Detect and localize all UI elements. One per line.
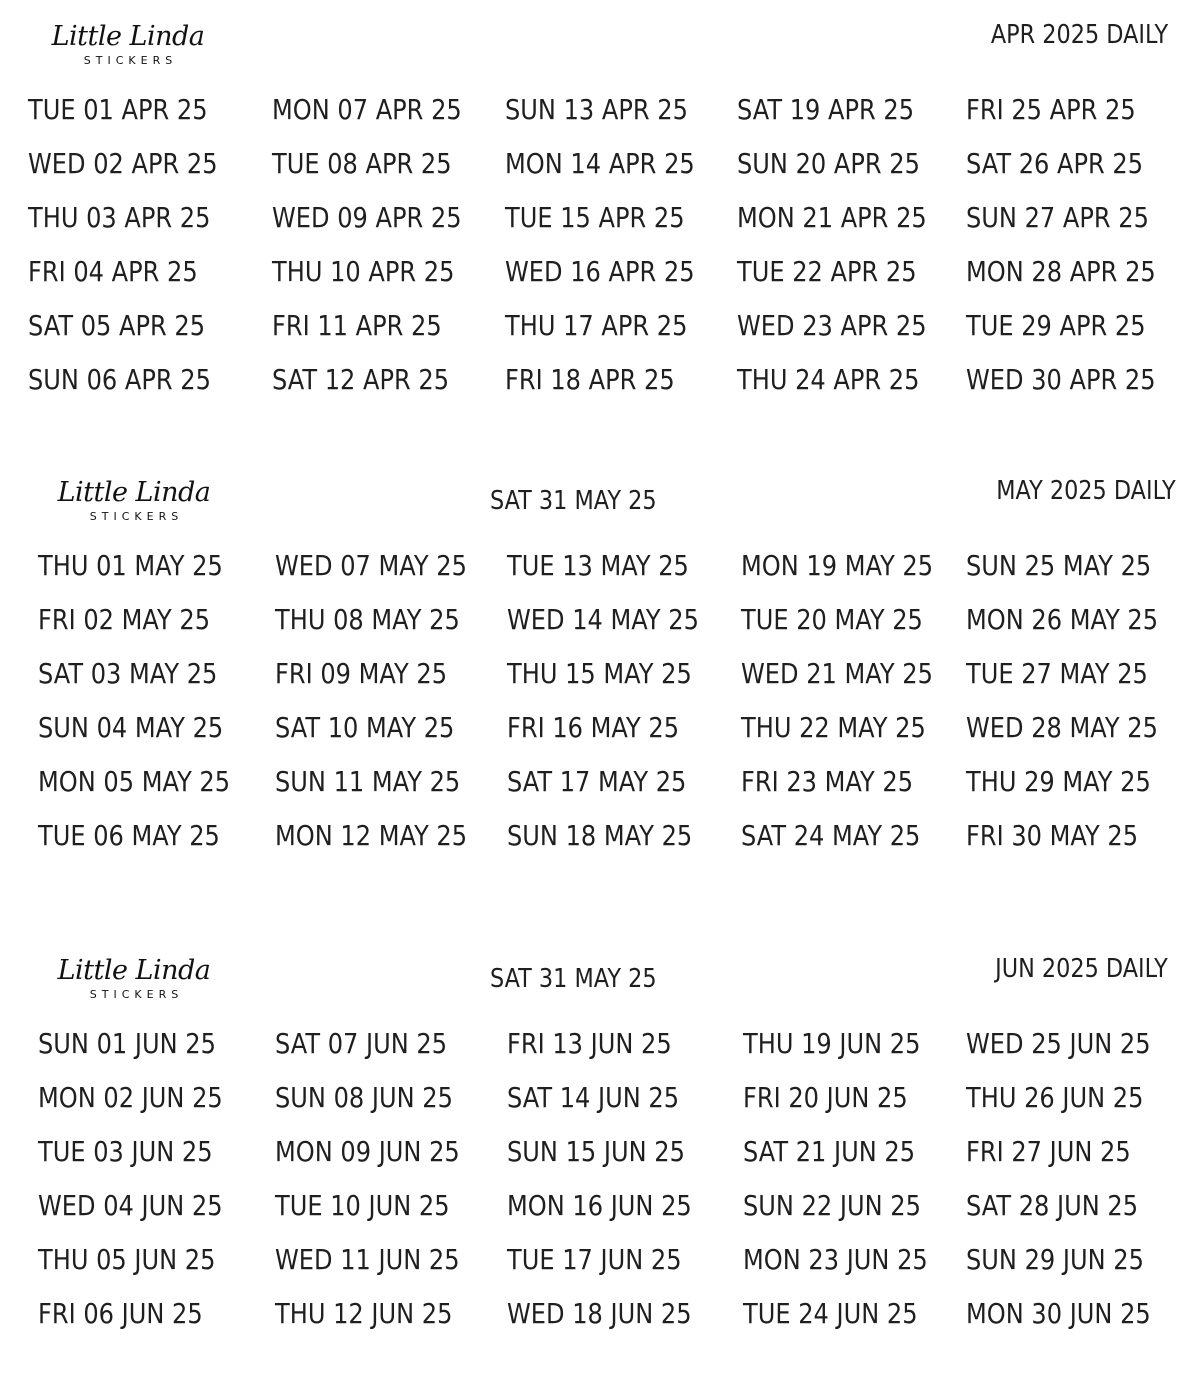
date-label: MON 30 JUN 25 xyxy=(966,1297,1151,1330)
date-label: SUN 29 JUN 25 xyxy=(966,1243,1144,1276)
date-label: FRI 02 MAY 25 xyxy=(38,603,211,636)
sheet-title: MAY 2025 DAILY xyxy=(996,476,1176,506)
date-column xyxy=(507,551,737,875)
date-label: THU 03 APR 25 xyxy=(28,201,211,234)
date-label: WED 25 JUN 25 xyxy=(966,1027,1151,1060)
sticker-sheet-april xyxy=(0,0,1200,440)
sheet-title: JUN 2025 DAILY xyxy=(995,954,1168,984)
date-label: MON 12 MAY 25 xyxy=(275,819,468,852)
date-label: MON 07 APR 25 xyxy=(272,93,462,126)
date-label: SAT 07 JUN 25 xyxy=(275,1027,448,1060)
date-label: FRI 16 MAY 25 xyxy=(507,711,680,744)
date-label: TUE 01 APR 25 xyxy=(28,93,208,126)
brand-logo-subtitle: STICKERS xyxy=(89,988,184,1001)
date-label: WED 16 APR 25 xyxy=(505,255,695,288)
date-label: MON 19 MAY 25 xyxy=(741,549,934,582)
date-column xyxy=(966,95,1196,419)
date-label: SAT 19 APR 25 xyxy=(737,93,915,126)
date-label: SUN 08 JUN 25 xyxy=(275,1081,453,1114)
date-label: TUE 17 JUN 25 xyxy=(507,1243,682,1276)
brand-logo xyxy=(48,20,208,80)
sticker-sheet-may xyxy=(0,458,1200,898)
date-label: WED 07 MAY 25 xyxy=(275,549,467,582)
date-label: THU 24 APR 25 xyxy=(737,363,920,396)
date-label: SUN 27 APR 25 xyxy=(966,201,1149,234)
date-label: THU 19 JUN 25 xyxy=(743,1027,921,1060)
date-label: SAT 21 JUN 25 xyxy=(743,1135,916,1168)
date-label: SUN 20 APR 25 xyxy=(737,147,920,180)
date-label: FRI 09 MAY 25 xyxy=(275,657,448,690)
date-label: THU 26 JUN 25 xyxy=(966,1081,1144,1114)
extra-date-label: SAT 31 MAY 25 xyxy=(490,486,657,516)
date-label: THU 08 MAY 25 xyxy=(275,603,460,636)
date-label: SUN 13 APR 25 xyxy=(505,93,688,126)
date-label: WED 02 APR 25 xyxy=(28,147,218,180)
date-label: WED 23 APR 25 xyxy=(737,309,927,342)
date-label: THU 15 MAY 25 xyxy=(507,657,692,690)
date-label: WED 14 MAY 25 xyxy=(507,603,699,636)
date-label: TUE 15 APR 25 xyxy=(505,201,685,234)
date-label: TUE 10 JUN 25 xyxy=(275,1189,450,1222)
sheet-title: APR 2025 DAILY xyxy=(990,20,1168,50)
date-label: TUE 03 JUN 25 xyxy=(38,1135,213,1168)
date-label: FRI 20 JUN 25 xyxy=(743,1081,908,1114)
date-column xyxy=(966,551,1196,875)
date-label: SAT 17 MAY 25 xyxy=(507,765,687,798)
date-column xyxy=(743,1029,973,1353)
brand-logo-script: Little Linda xyxy=(57,955,211,986)
date-column xyxy=(507,1029,737,1353)
date-label: MON 16 JUN 25 xyxy=(507,1189,692,1222)
date-column xyxy=(505,95,735,419)
date-label: FRI 13 JUN 25 xyxy=(507,1027,672,1060)
date-label: SAT 28 JUN 25 xyxy=(966,1189,1139,1222)
date-label: MON 14 APR 25 xyxy=(505,147,695,180)
date-label: TUE 13 MAY 25 xyxy=(507,549,689,582)
date-label: MON 28 APR 25 xyxy=(966,255,1156,288)
date-column xyxy=(28,95,258,419)
date-label: SUN 04 MAY 25 xyxy=(38,711,224,744)
date-label: MON 21 APR 25 xyxy=(737,201,927,234)
date-label: TUE 29 APR 25 xyxy=(966,309,1146,342)
date-label: THU 12 JUN 25 xyxy=(275,1297,453,1330)
date-label: SUN 11 MAY 25 xyxy=(275,765,461,798)
date-label: FRI 27 JUN 25 xyxy=(966,1135,1131,1168)
date-label: FRI 06 JUN 25 xyxy=(38,1297,203,1330)
date-label: THU 22 MAY 25 xyxy=(741,711,926,744)
date-column xyxy=(275,551,505,875)
date-label: MON 26 MAY 25 xyxy=(966,603,1159,636)
date-label: SAT 26 APR 25 xyxy=(966,147,1144,180)
date-label: MON 02 JUN 25 xyxy=(38,1081,223,1114)
date-column xyxy=(275,1029,505,1353)
date-column xyxy=(272,95,502,419)
date-column xyxy=(737,95,967,419)
date-label: SAT 10 MAY 25 xyxy=(275,711,455,744)
date-label: FRI 18 APR 25 xyxy=(505,363,675,396)
date-label: SUN 18 MAY 25 xyxy=(507,819,693,852)
date-column xyxy=(966,1029,1196,1353)
date-label: SUN 01 JUN 25 xyxy=(38,1027,216,1060)
brand-logo xyxy=(54,476,214,536)
date-label: FRI 11 APR 25 xyxy=(272,309,442,342)
date-label: THU 01 MAY 25 xyxy=(38,549,223,582)
date-label: SUN 25 MAY 25 xyxy=(966,549,1152,582)
date-label: MON 09 JUN 25 xyxy=(275,1135,460,1168)
date-label: WED 21 MAY 25 xyxy=(741,657,933,690)
date-label: TUE 06 MAY 25 xyxy=(38,819,220,852)
date-label: WED 30 APR 25 xyxy=(966,363,1156,396)
date-label: WED 04 JUN 25 xyxy=(38,1189,223,1222)
date-column xyxy=(741,551,971,875)
date-label: TUE 27 MAY 25 xyxy=(966,657,1148,690)
date-label: WED 18 JUN 25 xyxy=(507,1297,692,1330)
date-label: SAT 24 MAY 25 xyxy=(741,819,921,852)
extra-date-label: SAT 31 MAY 25 xyxy=(490,964,657,994)
date-label: SAT 05 APR 25 xyxy=(28,309,206,342)
brand-logo-script: Little Linda xyxy=(51,21,205,52)
sticker-sheet-june xyxy=(0,936,1200,1376)
brand-logo-script: Little Linda xyxy=(57,477,211,508)
date-label: SUN 22 JUN 25 xyxy=(743,1189,921,1222)
date-label: FRI 04 APR 25 xyxy=(28,255,198,288)
date-label: TUE 20 MAY 25 xyxy=(741,603,923,636)
date-label: WED 28 MAY 25 xyxy=(966,711,1158,744)
date-label: WED 09 APR 25 xyxy=(272,201,462,234)
brand-logo xyxy=(54,954,214,1014)
brand-logo-subtitle: STICKERS xyxy=(89,510,184,523)
date-label: THU 10 APR 25 xyxy=(272,255,455,288)
date-label: FRI 25 APR 25 xyxy=(966,93,1136,126)
date-label: WED 11 JUN 25 xyxy=(275,1243,460,1276)
date-label: FRI 30 MAY 25 xyxy=(966,819,1139,852)
date-label: SAT 12 APR 25 xyxy=(272,363,450,396)
date-label: THU 05 JUN 25 xyxy=(38,1243,216,1276)
date-label: TUE 22 APR 25 xyxy=(737,255,917,288)
date-label: MON 23 JUN 25 xyxy=(743,1243,928,1276)
date-label: SUN 15 JUN 25 xyxy=(507,1135,685,1168)
date-label: FRI 23 MAY 25 xyxy=(741,765,914,798)
date-column xyxy=(38,551,268,875)
date-label: TUE 08 APR 25 xyxy=(272,147,452,180)
brand-logo-subtitle: STICKERS xyxy=(83,54,178,67)
date-label: THU 17 APR 25 xyxy=(505,309,688,342)
date-label: SAT 14 JUN 25 xyxy=(507,1081,680,1114)
date-label: SAT 03 MAY 25 xyxy=(38,657,218,690)
date-label: THU 29 MAY 25 xyxy=(966,765,1151,798)
date-label: SUN 06 APR 25 xyxy=(28,363,211,396)
date-column xyxy=(38,1029,268,1353)
date-label: MON 05 MAY 25 xyxy=(38,765,231,798)
date-label: TUE 24 JUN 25 xyxy=(743,1297,918,1330)
